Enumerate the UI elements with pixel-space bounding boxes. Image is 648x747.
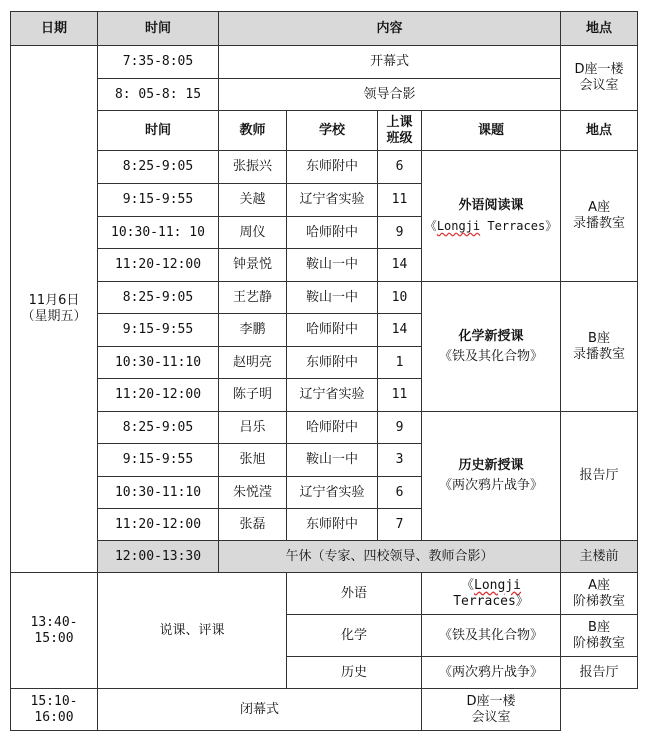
- course-location: [561, 412, 638, 541]
- course-location-line1: 报告厅: [579, 468, 619, 483]
- review-location: [561, 573, 638, 615]
- opening-location: [561, 46, 638, 111]
- course-topic-word: Longji: [436, 219, 481, 233]
- lesson-time: 9:15-9:55: [98, 184, 219, 217]
- review-subject: 外语: [287, 573, 422, 615]
- course-cell: [422, 412, 561, 541]
- date-cell: [11, 46, 98, 573]
- review-location: 报告厅: [561, 657, 638, 689]
- lesson-class: 9: [378, 217, 422, 249]
- review-topic-prefix: 《: [438, 627, 452, 643]
- subheader-row: [11, 111, 638, 151]
- opening-row: [11, 46, 638, 79]
- lesson-school: 东师附中: [287, 151, 378, 184]
- review-location-line2: 阶梯教室: [573, 593, 626, 609]
- photo-content: 领导合影: [219, 79, 561, 111]
- lesson-class: 11: [378, 379, 422, 412]
- lunch-content: 午休（专家、四校领导、教师合影）: [219, 541, 561, 573]
- table-row: [11, 412, 638, 444]
- closing-location-line1: D座一楼: [466, 693, 516, 709]
- lesson-time: 10:30-11:10: [98, 347, 219, 379]
- course-title: 外语阅读课: [458, 198, 524, 213]
- lesson-school: 辽宁省实验: [287, 379, 378, 412]
- lesson-class: 6: [378, 151, 422, 184]
- lesson-time: 8:25-9:05: [98, 282, 219, 314]
- lesson-class: 14: [378, 249, 422, 282]
- header-row: [11, 12, 638, 46]
- header-content: 内容: [219, 12, 561, 46]
- sub-class-line2: 班级: [386, 130, 413, 146]
- lesson-teacher: 张旭: [219, 444, 287, 477]
- header-time: 时间: [98, 12, 219, 46]
- lesson-class: 11: [378, 184, 422, 217]
- review-subject: 化学: [287, 615, 422, 657]
- opening-location-line1: D座一楼: [574, 62, 624, 77]
- lesson-school: 哈师附中: [287, 412, 378, 444]
- lunch-location: 主楼前: [561, 541, 638, 573]
- closing-location-line2: 会议室: [471, 709, 511, 725]
- sub-class-line1: 上课: [386, 114, 413, 130]
- lesson-time: 11:20-12:00: [98, 249, 219, 282]
- lesson-school: 鞍山一中: [287, 249, 378, 282]
- lesson-class: 14: [378, 314, 422, 347]
- sub-time: 时间: [98, 111, 219, 151]
- review-topic: [422, 615, 561, 657]
- sub-location: 地点: [561, 111, 638, 151]
- table-row: [11, 151, 638, 184]
- review-topic: [422, 657, 561, 689]
- sub-school: 学校: [287, 111, 378, 151]
- lesson-time: 8:25-9:05: [98, 151, 219, 184]
- lesson-school: 辽宁省实验: [287, 184, 378, 217]
- lesson-class: 10: [378, 282, 422, 314]
- review-location: [561, 615, 638, 657]
- review-activity: 说课、评课: [98, 573, 287, 689]
- course-topic: [424, 478, 558, 494]
- course-prefix: 《: [424, 219, 437, 233]
- lesson-school: 鞍山一中: [287, 444, 378, 477]
- opening-content: 开幕式: [219, 46, 561, 79]
- review-subject: 历史: [287, 657, 422, 689]
- photo-time: 8: 05-8: 15: [98, 79, 219, 111]
- course-topic: [424, 349, 558, 365]
- review-location-line2: 阶梯教室: [573, 635, 626, 651]
- review-location-line1: A座: [588, 577, 610, 593]
- course-suffix: 》: [530, 478, 544, 493]
- course-location-line1: A座: [588, 200, 610, 215]
- lesson-teacher: 关越: [219, 184, 287, 217]
- lesson-class: 7: [378, 509, 422, 541]
- course-location-line2: 录播教室: [573, 216, 626, 231]
- lesson-school: 辽宁省实验: [287, 477, 378, 509]
- course-cell: [422, 282, 561, 412]
- header-location: 地点: [561, 12, 638, 46]
- schedule-table: [10, 11, 638, 731]
- lesson-teacher: 钟景悦: [219, 249, 287, 282]
- course-title: 化学新授课: [458, 328, 524, 344]
- closing-time: 15:10-16:00: [11, 689, 98, 731]
- review-topic-suffix: 》: [530, 664, 544, 680]
- lesson-teacher: 陈子明: [219, 379, 287, 412]
- lunch-time: 12:00-13:30: [98, 541, 219, 573]
- course-location-line2: 录播教室: [573, 346, 626, 362]
- photo-row: [11, 79, 638, 111]
- lesson-time: 11:20-12:00: [98, 379, 219, 412]
- lesson-teacher: 李鹏: [219, 314, 287, 347]
- review-time: 13:40-15:00: [11, 573, 98, 689]
- lesson-class: 9: [378, 412, 422, 444]
- opening-location-line2: 会议室: [579, 78, 619, 93]
- lesson-time: 9:15-9:55: [98, 314, 219, 347]
- course-topic-word: 两次鸦片战争: [452, 478, 531, 493]
- lunch-row: [11, 541, 638, 573]
- opening-time: 7:35-8:05: [98, 46, 219, 79]
- review-topic-word: 两次鸦片战争: [452, 664, 531, 680]
- sub-course: 课题: [422, 111, 561, 151]
- lesson-teacher: 吕乐: [219, 412, 287, 444]
- review-topic-suffix: Terraces》: [453, 593, 529, 609]
- review-topic-word: Longji: [474, 577, 521, 593]
- lesson-teacher: 朱悦滢: [219, 477, 287, 509]
- lesson-school: 哈师附中: [287, 314, 378, 347]
- sub-teacher: 教师: [219, 111, 287, 151]
- lesson-time: 9:15-9:55: [98, 444, 219, 477]
- lesson-class: 3: [378, 444, 422, 477]
- course-prefix: 《: [438, 348, 452, 364]
- review-topic: [422, 573, 561, 615]
- lesson-school: 东师附中: [287, 509, 378, 541]
- lesson-time: 10:30-11:10: [98, 477, 219, 509]
- course-cell: [422, 151, 561, 282]
- course-topic: [424, 218, 558, 234]
- lesson-time: 11:20-12:00: [98, 509, 219, 541]
- course-location-line1: B座: [588, 330, 610, 346]
- lesson-teacher: 张振兴: [219, 151, 287, 184]
- lesson-class: 6: [378, 477, 422, 509]
- course-topic-word: 铁及其化合物: [452, 348, 531, 364]
- course-title: 历史新授课: [458, 458, 524, 473]
- closing-content: 闭幕式: [98, 689, 422, 731]
- course-prefix: 《: [438, 478, 452, 493]
- lesson-teacher: 王艺静: [219, 282, 287, 314]
- sub-class: [378, 111, 422, 151]
- review-row: [11, 573, 638, 615]
- review-location-line1: B座: [588, 619, 610, 635]
- review-topic-prefix: 《: [438, 664, 452, 680]
- table-row: [11, 282, 638, 314]
- course-location: [561, 151, 638, 282]
- lesson-class: 1: [378, 347, 422, 379]
- review-topic-suffix: 》: [530, 627, 544, 643]
- lesson-teacher: 周仪: [219, 217, 287, 249]
- lesson-teacher: 赵明亮: [219, 347, 287, 379]
- course-suffix: 》: [530, 348, 544, 364]
- lesson-teacher: 张磊: [219, 509, 287, 541]
- lesson-time: 8:25-9:05: [98, 412, 219, 444]
- review-topic-prefix: 《: [461, 577, 475, 593]
- closing-row: [11, 689, 638, 731]
- date-line1: 11月6日: [28, 293, 80, 308]
- lesson-school: 东师附中: [287, 347, 378, 379]
- closing-location: [422, 689, 561, 731]
- date-line2: （星期五）: [21, 309, 87, 324]
- review-topic-word: 铁及其化合物: [452, 627, 531, 643]
- header-date: 日期: [11, 12, 98, 46]
- course-suffix: Terraces》: [480, 219, 558, 233]
- lesson-school: 哈师附中: [287, 217, 378, 249]
- lesson-time: 10:30-11: 10: [98, 217, 219, 249]
- course-location: [561, 282, 638, 412]
- lesson-school: 鞍山一中: [287, 282, 378, 314]
